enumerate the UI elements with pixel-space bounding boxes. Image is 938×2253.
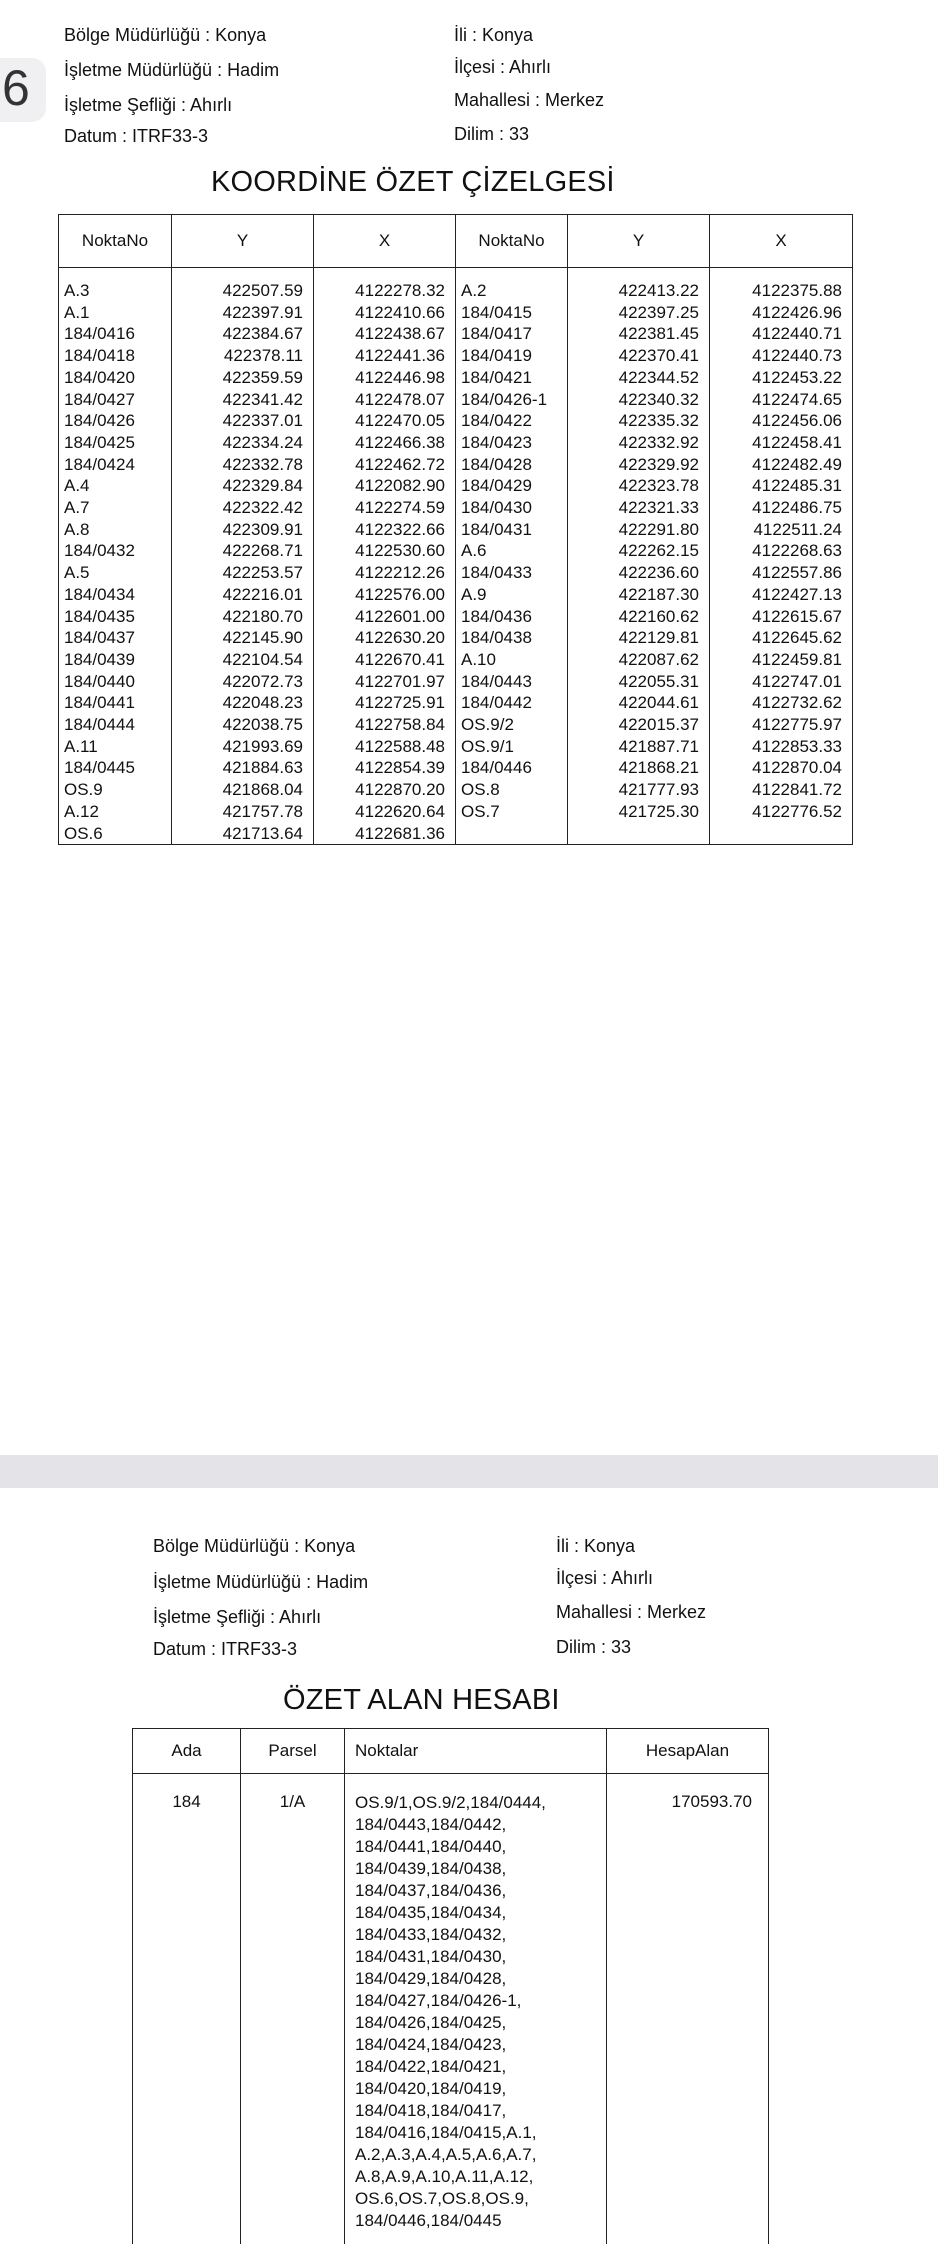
- coord-table-title: KOORDİNE ÖZET ÇİZELGESİ: [211, 166, 615, 198]
- table-row: [59, 519, 853, 541]
- table-row: [59, 779, 853, 801]
- header-ilce-p2: İlçesi : Ahırlı: [556, 1568, 654, 1588]
- noktano-cell: A.7: [59, 497, 172, 519]
- noktalar-line: OS.6,OS.7,OS.8,OS.9,: [355, 2189, 529, 2208]
- noktalar-line: 184/0426,184/0425,: [355, 2013, 507, 2032]
- x-cell: 4122588.48: [314, 736, 456, 758]
- noktano-cell: 184/0431: [456, 519, 568, 541]
- noktano-cell: OS.9: [59, 779, 172, 801]
- noktalar-line: 184/0446,184/0445: [355, 2211, 502, 2230]
- header-il: İli : Konya: [454, 25, 534, 45]
- x-cell: 4122446.98: [314, 367, 456, 389]
- y-cell: 421884.63: [172, 757, 314, 779]
- y-cell: 422384.67: [172, 323, 314, 345]
- y-cell: 422507.59: [172, 268, 314, 302]
- noktano-cell: 184/0445: [59, 757, 172, 779]
- y-cell: 422332.92: [568, 432, 710, 454]
- noktano-cell: OS.9/1: [456, 736, 568, 758]
- table-row: [59, 671, 853, 693]
- x-cell: 4122427.13: [710, 584, 853, 606]
- y-cell: 421887.71: [568, 736, 710, 758]
- noktalar-line: 184/0441,184/0440,: [355, 1837, 507, 1856]
- x-cell: 4122485.31: [710, 475, 853, 497]
- noktano-cell: A.12: [59, 801, 172, 823]
- col-header-hesapalan: HesapAlan: [607, 1729, 769, 1774]
- coord-header-row: [59, 215, 853, 268]
- x-cell: 4122601.00: [314, 606, 456, 628]
- y-cell: 422055.31: [568, 671, 710, 693]
- table-row: [59, 627, 853, 649]
- x-cell: 4122758.84: [314, 714, 456, 736]
- noktalar-line: 184/0422,184/0421,: [355, 2057, 507, 2076]
- x-cell: 4122456.06: [710, 410, 853, 432]
- table-row: [59, 584, 853, 606]
- x-cell: 4122440.73: [710, 345, 853, 367]
- y-cell: 422337.01: [172, 410, 314, 432]
- table-row: [59, 736, 853, 758]
- noktano-cell: 184/0440: [59, 671, 172, 693]
- header-il-p2: İli : Konya: [556, 1536, 636, 1556]
- area-noktalar-cell: [345, 1774, 607, 2245]
- y-cell: 421713.64: [172, 823, 314, 845]
- header-seflik: İşletme Şefliği : Ahırlı: [64, 95, 233, 115]
- noktano-cell: 184/0441: [59, 692, 172, 714]
- x-cell: 4122462.72: [314, 454, 456, 476]
- y-cell: 422381.45: [568, 323, 710, 345]
- col-header-parsel: Parsel: [241, 1729, 345, 1774]
- noktano-cell: OS.8: [456, 779, 568, 801]
- y-cell: 422378.11: [172, 345, 314, 367]
- y-cell: 422236.60: [568, 562, 710, 584]
- table-row: [59, 454, 853, 476]
- y-cell: 422044.61: [568, 692, 710, 714]
- header-isletme: İşletme Müdürlüğü : Hadim: [64, 60, 280, 80]
- col-header-noktano-1: NoktaNo: [59, 215, 172, 268]
- y-cell: 422187.30: [568, 584, 710, 606]
- x-cell: 4122441.36: [314, 345, 456, 367]
- table-row: [59, 540, 853, 562]
- noktano-cell: A.11: [59, 736, 172, 758]
- x-cell: 4122701.97: [314, 671, 456, 693]
- noktano-cell: 184/0429: [456, 475, 568, 497]
- noktano-cell: 184/0442: [456, 692, 568, 714]
- noktalar-line: OS.9/1,OS.9/2,184/0444,: [355, 1793, 546, 1812]
- y-cell: 422323.78: [568, 475, 710, 497]
- noktano-cell: 184/0435: [59, 606, 172, 628]
- x-cell: 4122470.05: [314, 410, 456, 432]
- noktalar-line: 184/0416,184/0415,A.1,: [355, 2123, 537, 2142]
- y-cell: 422048.23: [172, 692, 314, 714]
- y-cell: 422129.81: [568, 627, 710, 649]
- x-cell: 4122438.67: [314, 323, 456, 345]
- x-cell: 4122274.59: [314, 497, 456, 519]
- x-cell: 4122630.20: [314, 627, 456, 649]
- table-row: [59, 562, 853, 584]
- x-cell: 4122458.41: [710, 432, 853, 454]
- table-row: [59, 606, 853, 628]
- x-cell: 4122732.62: [710, 692, 853, 714]
- x-cell: 4122620.64: [314, 801, 456, 823]
- y-cell: 422329.92: [568, 454, 710, 476]
- x-cell: 4122645.62: [710, 627, 853, 649]
- y-cell: 422340.32: [568, 389, 710, 411]
- table-row: [59, 475, 853, 497]
- x-cell: 4122530.60: [314, 540, 456, 562]
- y-cell: 422104.54: [172, 649, 314, 671]
- x-cell: 4122775.97: [710, 714, 853, 736]
- header-mahalle: Mahallesi : Merkez: [454, 90, 605, 110]
- noktano-cell: 184/0444: [59, 714, 172, 736]
- col-header-y-2: Y: [568, 215, 710, 268]
- table-row: [59, 389, 853, 411]
- header-dilim-p2: Dilim : 33: [556, 1637, 632, 1657]
- col-header-y-1: Y: [172, 215, 314, 268]
- y-cell: 421993.69: [172, 736, 314, 758]
- noktano-cell: 184/0424: [59, 454, 172, 476]
- noktano-cell: 184/0421: [456, 367, 568, 389]
- header-bolge: Bölge Müdürlüğü : Konya: [64, 25, 267, 45]
- area-table: [132, 1728, 769, 2244]
- area-hesapalan-cell: 170593.70: [607, 1774, 769, 2245]
- noktano-cell: 184/0418: [59, 345, 172, 367]
- y-cell: 422335.32: [568, 410, 710, 432]
- x-cell: 4122576.00: [314, 584, 456, 606]
- noktano-cell: 184/0428: [456, 454, 568, 476]
- noktano-cell: 184/0439: [59, 649, 172, 671]
- y-cell: 422291.80: [568, 519, 710, 541]
- x-cell: 4122615.67: [710, 606, 853, 628]
- x-cell: 4122670.41: [314, 649, 456, 671]
- x-cell: 4122557.86: [710, 562, 853, 584]
- x-cell: 4122853.33: [710, 736, 853, 758]
- y-cell: 422370.41: [568, 345, 710, 367]
- noktano-cell: A.3: [59, 268, 172, 302]
- noktalar-line: 184/0437,184/0436,: [355, 1881, 507, 1900]
- x-cell: 4122426.96: [710, 302, 853, 324]
- table-row: [59, 757, 853, 779]
- noktano-cell: A.4: [59, 475, 172, 497]
- y-cell: 422253.57: [172, 562, 314, 584]
- table-row: [59, 323, 853, 345]
- y-cell: 421725.30: [568, 801, 710, 823]
- y-cell: 422072.73: [172, 671, 314, 693]
- noktalar-line: 184/0429,184/0428,: [355, 1969, 507, 1988]
- area-table-title: ÖZET ALAN HESABI: [283, 1684, 560, 1716]
- x-cell: 4122776.52: [710, 801, 853, 823]
- y-cell: 421777.93: [568, 779, 710, 801]
- y-cell: 422262.15: [568, 540, 710, 562]
- y-cell: 422359.59: [172, 367, 314, 389]
- col-header-x-2: X: [710, 215, 853, 268]
- noktalar-line: 184/0427,184/0426-1,: [355, 1991, 522, 2010]
- noktano-cell: 184/0415: [456, 302, 568, 324]
- noktano-cell: 184/0426: [59, 410, 172, 432]
- noktalar-line: 184/0424,184/0423,: [355, 2035, 507, 2054]
- y-cell: 422322.42: [172, 497, 314, 519]
- noktano-cell: A.9: [456, 584, 568, 606]
- y-cell: 422344.52: [568, 367, 710, 389]
- table-row: [59, 714, 853, 736]
- x-cell: 4122482.49: [710, 454, 853, 476]
- noktano-cell: 184/0430: [456, 497, 568, 519]
- y-cell: 422216.01: [172, 584, 314, 606]
- noktalar-line: 184/0433,184/0432,: [355, 1925, 507, 1944]
- noktano-cell: 184/0417: [456, 323, 568, 345]
- x-cell: 4122268.63: [710, 540, 853, 562]
- y-cell: 422332.78: [172, 454, 314, 476]
- table-row: [59, 692, 853, 714]
- noktano-cell: A.5: [59, 562, 172, 584]
- x-cell: 4122870.04: [710, 757, 853, 779]
- area-parsel-cell: 1/A: [241, 1774, 345, 2245]
- coordinate-table: [58, 214, 853, 845]
- noktalar-line: 184/0418,184/0417,: [355, 2101, 507, 2120]
- x-cell: 4122870.20: [314, 779, 456, 801]
- x-cell: 4122486.75: [710, 497, 853, 519]
- header-ilce: İlçesi : Ahırlı: [454, 57, 552, 77]
- y-cell: 422038.75: [172, 714, 314, 736]
- table-row: [59, 367, 853, 389]
- x-cell: 4122453.22: [710, 367, 853, 389]
- x-cell: 4122474.65: [710, 389, 853, 411]
- noktano-cell: 184/0446: [456, 757, 568, 779]
- header-isletme-p2: İşletme Müdürlüğü : Hadim: [153, 1572, 369, 1592]
- x-cell: 4122841.72: [710, 779, 853, 801]
- noktano-cell: 184/0433: [456, 562, 568, 584]
- header-dilim: Dilim : 33: [454, 124, 530, 144]
- table-row: [59, 432, 853, 454]
- col-header-ada: Ada: [133, 1729, 241, 1774]
- noktano-cell: 184/0423: [456, 432, 568, 454]
- x-cell: 4122410.66: [314, 302, 456, 324]
- y-cell: 422180.70: [172, 606, 314, 628]
- y-cell: 421757.78: [172, 801, 314, 823]
- y-cell: 422341.42: [172, 389, 314, 411]
- x-cell: 4122747.01: [710, 671, 853, 693]
- noktano-cell: A.2: [456, 268, 568, 302]
- noktano-cell: A.8: [59, 519, 172, 541]
- noktalar-line: A.8,A.9,A.10,A.11,A.12,: [355, 2167, 534, 2186]
- noktano-cell: 184/0438: [456, 627, 568, 649]
- noktano-cell: 184/0434: [59, 584, 172, 606]
- y-cell: 422321.33: [568, 497, 710, 519]
- x-cell: 4122459.81: [710, 649, 853, 671]
- x-cell: 4122212.26: [314, 562, 456, 584]
- area-row: [133, 1774, 769, 2245]
- noktano-cell: 184/0425: [59, 432, 172, 454]
- table-row: [59, 497, 853, 519]
- col-header-noktalar: Noktalar: [345, 1729, 607, 1774]
- page-tab-glyph: 6: [2, 60, 30, 116]
- table-row: [59, 268, 853, 302]
- y-cell: 422309.91: [172, 519, 314, 541]
- header-seflik-p2: İşletme Şefliği : Ahırlı: [153, 1607, 322, 1627]
- y-cell: 422160.62: [568, 606, 710, 628]
- table-row: [59, 649, 853, 671]
- table-row: [59, 345, 853, 367]
- y-cell: 422268.71: [172, 540, 314, 562]
- noktano-cell: A.6: [456, 540, 568, 562]
- y-cell: 422397.91: [172, 302, 314, 324]
- noktalar-line: 184/0443,184/0442,: [355, 1815, 507, 1834]
- col-header-noktano-2: NoktaNo: [456, 215, 568, 268]
- x-cell: 4122511.24: [710, 519, 853, 541]
- x-cell: [710, 823, 853, 845]
- noktano-cell: OS.6: [59, 823, 172, 845]
- x-cell: 4122375.88: [710, 268, 853, 302]
- table-row: [59, 823, 853, 845]
- noktalar-line: 184/0439,184/0438,: [355, 1859, 507, 1878]
- noktalar-line: 184/0431,184/0430,: [355, 1947, 507, 1966]
- noktalar-line: A.2,A.3,A.4,A.5,A.6,A.7,: [355, 2145, 537, 2164]
- x-cell: 4122082.90: [314, 475, 456, 497]
- noktano-cell: 184/0443: [456, 671, 568, 693]
- y-cell: 422145.90: [172, 627, 314, 649]
- x-cell: 4122440.71: [710, 323, 853, 345]
- x-cell: 4122466.38: [314, 432, 456, 454]
- noktalar-line: 184/0420,184/0419,: [355, 2079, 507, 2098]
- header-mahalle-p2: Mahallesi : Merkez: [556, 1602, 707, 1622]
- noktano-cell: 184/0426-1: [456, 389, 568, 411]
- noktano-cell: 184/0437: [59, 627, 172, 649]
- y-cell: 421868.04: [172, 779, 314, 801]
- y-cell: 422413.22: [568, 268, 710, 302]
- y-cell: 422397.25: [568, 302, 710, 324]
- noktano-cell: 184/0420: [59, 367, 172, 389]
- area-header-row: [133, 1729, 769, 1774]
- x-cell: 4122681.36: [314, 823, 456, 845]
- header-bolge-p2: Bölge Müdürlüğü : Konya: [153, 1536, 356, 1556]
- y-cell: 422334.24: [172, 432, 314, 454]
- page-tab-indicator[interactable]: [0, 58, 46, 122]
- table-row: [59, 302, 853, 324]
- x-cell: 4122322.66: [314, 519, 456, 541]
- x-cell: 4122854.39: [314, 757, 456, 779]
- x-cell: 4122478.07: [314, 389, 456, 411]
- noktano-cell: 184/0416: [59, 323, 172, 345]
- x-cell: 4122725.91: [314, 692, 456, 714]
- noktano-cell: 184/0436: [456, 606, 568, 628]
- y-cell: 422329.84: [172, 475, 314, 497]
- x-cell: 4122278.32: [314, 268, 456, 302]
- area-ada-cell: 184: [133, 1774, 241, 2245]
- noktano-cell: OS.7: [456, 801, 568, 823]
- header-datum: Datum : ITRF33-3: [64, 126, 209, 146]
- y-cell: 422087.62: [568, 649, 710, 671]
- table-row: [59, 801, 853, 823]
- col-header-x-1: X: [314, 215, 456, 268]
- noktano-cell: A.10: [456, 649, 568, 671]
- y-cell: 421868.21: [568, 757, 710, 779]
- noktano-cell: [456, 823, 568, 845]
- noktano-cell: 184/0432: [59, 540, 172, 562]
- y-cell: 422015.37: [568, 714, 710, 736]
- noktano-cell: OS.9/2: [456, 714, 568, 736]
- y-cell: [568, 823, 710, 845]
- noktano-cell: A.1: [59, 302, 172, 324]
- noktano-cell: 184/0422: [456, 410, 568, 432]
- noktano-cell: 184/0419: [456, 345, 568, 367]
- noktalar-line: 184/0435,184/0434,: [355, 1903, 507, 1922]
- header-datum-p2: Datum : ITRF33-3: [153, 1639, 298, 1659]
- noktano-cell: 184/0427: [59, 389, 172, 411]
- table-row: [59, 410, 853, 432]
